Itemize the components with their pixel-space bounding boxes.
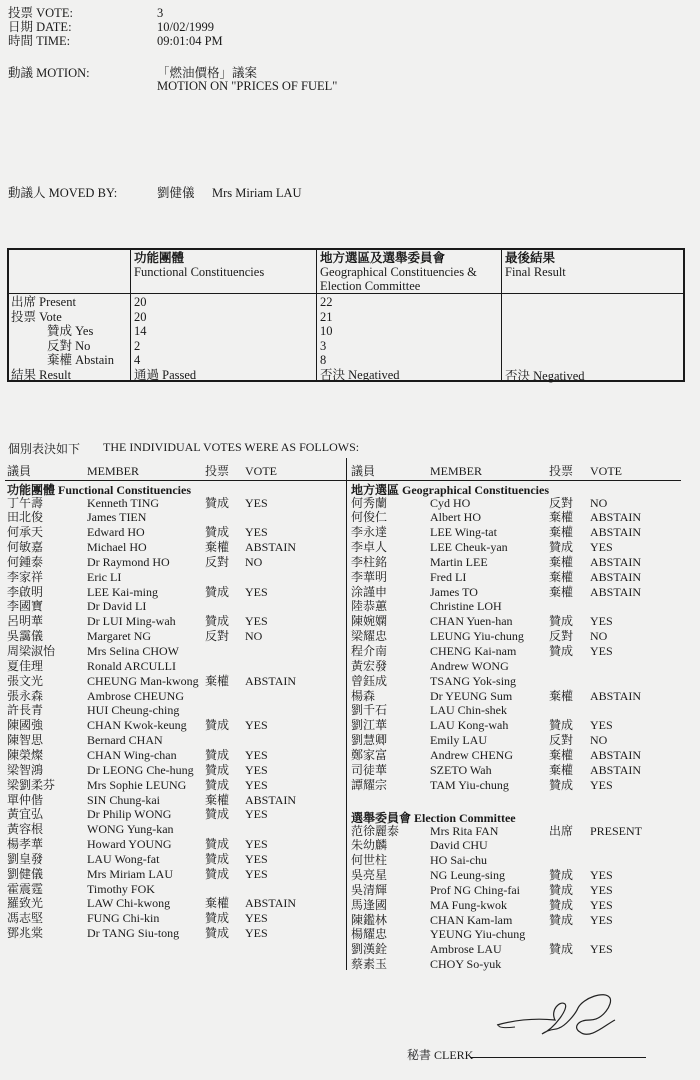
- member-name-en: Ronald ARCULLI: [87, 658, 176, 673]
- member-name-zh: 劉江華: [351, 718, 388, 733]
- vote-zh-header: 投票: [205, 464, 230, 478]
- functional-abstain: 4: [134, 353, 141, 367]
- table-row: [0, 689, 700, 704]
- date-label: 日期 DATE:: [8, 20, 72, 34]
- vote-en: YES: [590, 868, 613, 883]
- member-name-zh: 何世柱: [351, 853, 388, 868]
- table-row: [0, 838, 700, 853]
- member-name-en: Dr David LI: [87, 599, 147, 614]
- member-name-en: Dr Raymond HO: [87, 554, 170, 569]
- table-row: [0, 674, 700, 689]
- vote-en-header: VOTE: [590, 464, 622, 478]
- vote-en: ABSTAIN: [590, 747, 642, 762]
- member-name-zh: 陳榮燦: [7, 747, 44, 762]
- geographical-section-title: 地方選區 Geographical Constituencies: [351, 483, 549, 497]
- header-divider: [9, 293, 683, 294]
- member-name-zh: 劉慧卿: [351, 733, 388, 748]
- member-name-zh: 何鍾泰: [7, 554, 44, 569]
- time-value: 09:01:04 PM: [157, 34, 223, 48]
- member-name-en: CHAN Wing-chan: [87, 747, 177, 762]
- row-label-present: 出席 Present: [11, 295, 76, 309]
- functional-result: 通過 Passed: [134, 367, 197, 382]
- member-name-zh: 程介南: [351, 644, 388, 658]
- vote-zh: 棄權: [205, 792, 230, 807]
- vote-zh: 贊成: [205, 747, 230, 762]
- member-name-en: LEUNG Yiu-chung: [430, 629, 524, 644]
- member-name-zh: 鄭家富: [351, 747, 388, 762]
- member-name-en: SZETO Wah: [430, 762, 492, 777]
- vote-en: ABSTAIN: [590, 554, 642, 569]
- member-name-zh: 陳鑑林: [351, 912, 388, 927]
- vote-en: YES: [245, 718, 268, 733]
- member-name-zh: 馮志堅: [7, 911, 44, 926]
- geographical-result: 否決 Negatived: [320, 367, 400, 382]
- vote-en: YES: [245, 762, 268, 777]
- vote-zh: 反對: [549, 733, 574, 748]
- vote-zh: 贊成: [549, 540, 574, 555]
- vote-en: YES: [590, 540, 613, 555]
- member-name-zh: 陸恭蕙: [351, 599, 388, 614]
- member-name-en: LEE Cheuk-yan: [430, 540, 508, 555]
- vote-zh: 贊成: [205, 718, 230, 733]
- vote-en: YES: [590, 644, 613, 658]
- vote-en: ABSTAIN: [245, 673, 297, 688]
- member-name-zh: 蔡素玉: [351, 957, 388, 972]
- vote-zh: 贊成: [549, 912, 574, 927]
- member-name-zh: 朱幼麟: [351, 838, 388, 853]
- vote-zh: 反對: [549, 629, 574, 644]
- member-name-zh: 劉皇發: [7, 851, 44, 866]
- vote-zh: 贊成: [205, 866, 230, 881]
- member-name-en: Martin LEE: [430, 554, 488, 569]
- vote-column-headers-right: [0, 464, 700, 479]
- vote-en: ABSTAIN: [590, 510, 642, 525]
- table-row: [0, 853, 700, 868]
- vote-zh: 贊成: [549, 942, 574, 957]
- vote-zh: 贊成: [205, 926, 230, 941]
- table-row: [0, 496, 700, 511]
- member-name-en: CHOY So-yuk: [430, 957, 502, 972]
- vote-zh: 贊成: [549, 777, 574, 792]
- table-row: [0, 629, 700, 644]
- member-name-en: Dr TANG Siu-tong: [87, 926, 180, 941]
- member-name-zh: 鄧兆棠: [7, 926, 44, 941]
- vote-en: NO: [590, 733, 608, 748]
- election-section-title: 選舉委員會 Election Committee: [351, 811, 516, 825]
- row-label-vote: 投票 Vote: [11, 309, 62, 324]
- vote-zh: 反對: [549, 495, 574, 510]
- member-name-en: HUI Cheung-ching: [87, 703, 180, 718]
- table-row: [0, 659, 700, 674]
- vote-en: YES: [590, 777, 613, 792]
- member-name-en: Margaret NG: [87, 629, 152, 644]
- member-zh-header: 議員: [351, 464, 376, 478]
- column-divider: [130, 250, 131, 380]
- vote-zh: 贊成: [205, 584, 230, 599]
- vote-zh-header: 投票: [549, 464, 574, 478]
- vote-zh: 棄權: [549, 747, 574, 762]
- vote-zh: 贊成: [205, 614, 230, 629]
- vote-zh: 棄權: [205, 673, 230, 688]
- clerk-signature: [495, 990, 635, 1042]
- vote-en: PRESENT: [590, 823, 643, 838]
- final-result: 否決 Negatived: [505, 368, 585, 383]
- member-name-zh: 黃宜弘: [7, 807, 44, 822]
- member-name-zh: 張永森: [7, 688, 44, 703]
- signature-line: [470, 1057, 646, 1058]
- table-row: [0, 824, 700, 839]
- column-divider: [501, 250, 502, 380]
- member-name-zh: 周梁淑怡: [7, 644, 56, 658]
- member-name-en: Ambrose CHEUNG: [87, 688, 184, 703]
- vote-zh: 反對: [205, 629, 230, 644]
- member-name-zh: 李啟明: [7, 584, 44, 599]
- table-row: [0, 913, 700, 928]
- individual-votes-intro-zh: 個別表決如下: [8, 442, 81, 456]
- vote-zh: 贊成: [549, 718, 574, 733]
- table-row: [0, 778, 700, 793]
- final-result-header: 最後結果 Final Result: [505, 251, 566, 279]
- member-name-zh: 李永達: [351, 525, 388, 540]
- member-name-en: CHAN Kam-lam: [430, 912, 513, 927]
- member-name-zh: 許長青: [7, 703, 44, 718]
- time-label: 時間 TIME:: [8, 34, 71, 48]
- member-name-zh: 涂謹申: [351, 584, 388, 599]
- vote-en: YES: [245, 911, 268, 926]
- table-row: [0, 555, 700, 570]
- table-row: [0, 570, 700, 585]
- mover-name-zh: 劉健儀: [157, 186, 195, 200]
- vote-zh: 贊成: [205, 851, 230, 866]
- member-name-zh: 劉千石: [351, 703, 388, 718]
- member-name-en: CHAN Kwok-keung: [87, 718, 187, 733]
- vote-en-header: VOTE: [245, 464, 277, 478]
- vote-zh: 贊成: [549, 614, 574, 629]
- vote-en: ABSTAIN: [245, 896, 297, 911]
- member-name-en: FUNG Chi-kin: [87, 911, 160, 926]
- member-name-en: TSANG Yok-sing: [430, 673, 517, 688]
- member-name-en: CHENG Kai-nam: [430, 644, 517, 658]
- member-name-en: Fred LI: [430, 569, 467, 584]
- member-name-zh: 楊耀忠: [351, 927, 388, 942]
- vote-zh: 棄權: [549, 762, 574, 777]
- vote-en: YES: [590, 942, 613, 957]
- vote-en: YES: [245, 866, 268, 881]
- member-name-zh: 梁劉柔芬: [7, 777, 56, 792]
- table-row: [0, 793, 700, 808]
- row-label-result: 結果 Result: [11, 367, 72, 382]
- member-name-zh: 陳婉嫻: [351, 614, 388, 629]
- member-name-zh: 吳亮星: [351, 868, 388, 883]
- member-name-zh: 何敏嘉: [7, 540, 44, 555]
- member-name-zh: 李柱銘: [351, 554, 388, 569]
- member-name-en: LEE Wing-tat: [430, 525, 497, 540]
- member-name-en: LEE Kai-ming: [87, 584, 158, 599]
- geographical-abstain: 8: [320, 353, 327, 367]
- member-name-en: Andrew CHENG: [430, 747, 513, 762]
- vote-en: ABSTAIN: [590, 525, 642, 540]
- member-name-en: Emily LAU: [430, 733, 487, 748]
- vote-zh: 贊成: [205, 495, 230, 510]
- vote-en: YES: [245, 495, 268, 510]
- vote-zh: 贊成: [549, 644, 574, 658]
- vote-zh: 贊成: [205, 762, 230, 777]
- member-name-en: TAM Yiu-chung: [430, 777, 509, 792]
- table-row: [0, 763, 700, 778]
- member-name-zh: 吳靄儀: [7, 629, 44, 644]
- date-value: 10/02/1999: [157, 20, 214, 34]
- vote-number: 3: [157, 6, 164, 20]
- member-name-en: Ambrose LAU: [430, 942, 502, 957]
- vote-zh: 贊成: [549, 868, 574, 883]
- row-label-abstain: 棄權 Abstain: [47, 353, 115, 367]
- member-name-en: Eric LI: [87, 569, 122, 584]
- functional-yes: 14: [134, 324, 147, 338]
- geographical-header: 地方選區及選舉委員會 Geographical Constituencies & Election Committee: [320, 251, 477, 293]
- member-name-zh: 譚耀宗: [351, 777, 388, 792]
- vote-en: NO: [245, 629, 263, 644]
- member-name-en: Mrs Rita FAN: [430, 823, 499, 838]
- vote-en: NO: [590, 495, 608, 510]
- member-name-zh: 夏佳理: [7, 658, 44, 673]
- clerk-label: 秘書 CLERK: [407, 1048, 474, 1062]
- vote-en: YES: [590, 897, 613, 912]
- table-row: [0, 703, 700, 718]
- member-name-zh: 單仲偕: [7, 792, 44, 807]
- member-name-en: LAW Chi-kwong: [87, 896, 171, 911]
- functional-vote: 20: [134, 309, 147, 324]
- member-name-en: Christine LOH: [430, 599, 502, 614]
- table-row: [0, 733, 700, 748]
- vote-zh: 棄權: [205, 896, 230, 911]
- vote-en: NO: [590, 629, 608, 644]
- vote-zh: 贊成: [205, 777, 230, 792]
- member-name-en: NG Leung-sing: [430, 868, 505, 883]
- member-name-zh: 何俊仁: [351, 510, 388, 525]
- vote-en: ABSTAIN: [590, 569, 642, 584]
- member-name-en: Andrew WONG: [430, 658, 509, 673]
- functional-header: 功能團體 Functional Constituencies: [134, 251, 265, 279]
- table-row: [0, 748, 700, 763]
- vote-en: YES: [245, 807, 268, 822]
- member-name-en: Albert HO: [430, 510, 481, 525]
- individual-votes-intro-en: THE INDIVIDUAL VOTES WERE AS FOLLOWS:: [103, 440, 360, 454]
- vote-en: YES: [590, 912, 613, 927]
- member-name-zh: 黃容根: [7, 822, 44, 837]
- member-name-en: James TO: [430, 584, 478, 599]
- table-row: [0, 614, 700, 629]
- member-name-zh: 羅致光: [7, 896, 44, 911]
- functional-present: 20: [134, 295, 147, 309]
- table-row: [0, 599, 700, 614]
- member-name-en: David CHU: [430, 838, 488, 853]
- vote-en: YES: [245, 614, 268, 629]
- vote-zh: 反對: [205, 554, 230, 569]
- vote-label: 投票 VOTE:: [8, 6, 73, 20]
- vote-zh: 棄權: [549, 510, 574, 525]
- member-name-en: Dr YEUNG Sum: [430, 688, 513, 703]
- member-name-zh: 何承天: [7, 525, 44, 540]
- vote-en: ABSTAIN: [590, 584, 642, 599]
- vote-zh: 棄權: [549, 688, 574, 703]
- table-row: [0, 510, 700, 525]
- member-name-zh: 李家祥: [7, 569, 44, 584]
- vote-en: YES: [245, 926, 268, 941]
- vote-zh: 棄權: [549, 525, 574, 540]
- member-name-en: Dr LUI Ming-wah: [87, 614, 176, 629]
- vote-zh: 棄權: [549, 554, 574, 569]
- moved-by-label: 動議人 MOVED BY:: [8, 186, 118, 200]
- table-row: [0, 942, 700, 957]
- vote-zh: 棄權: [549, 569, 574, 584]
- functional-no: 2: [134, 338, 141, 353]
- motion-title-zh: 「燃油價格」議案: [157, 66, 258, 80]
- vote-zh: 棄權: [549, 584, 574, 599]
- member-name-en: LAU Chin-shek: [430, 703, 507, 718]
- member-name-en: Mrs Selina CHOW: [87, 644, 179, 658]
- table-row: [0, 644, 700, 659]
- member-name-zh: 陳智思: [7, 733, 44, 748]
- table-row: [0, 957, 700, 972]
- vote-zh: 贊成: [205, 525, 230, 540]
- member-name-en: Michael HO: [87, 540, 147, 555]
- motion-label: 動議 MOTION:: [8, 66, 90, 80]
- vote-en: NO: [245, 554, 263, 569]
- mover-name-en: Mrs Miriam LAU: [212, 186, 302, 200]
- vote-en: ABSTAIN: [590, 688, 642, 703]
- member-name-en: HO Sai-chu: [430, 853, 487, 868]
- member-name-zh: 梁耀忠: [351, 629, 388, 644]
- table-row: [0, 585, 700, 600]
- table-row: [0, 540, 700, 555]
- vote-en: YES: [590, 614, 613, 629]
- geographical-yes: 10: [320, 324, 333, 338]
- member-name-en: Dr LEONG Che-hung: [87, 762, 194, 777]
- vote-en: YES: [245, 525, 268, 540]
- member-name-zh: 呂明華: [7, 614, 44, 629]
- member-name-en: SIN Chung-kai: [87, 792, 160, 807]
- member-name-zh: 陳國強: [7, 718, 44, 733]
- vote-zh: 贊成: [549, 897, 574, 912]
- member-name-zh: 李華明: [351, 569, 388, 584]
- vote-zh: 出席: [549, 823, 574, 838]
- vote-zh: 贊成: [549, 882, 574, 897]
- vote-en: YES: [590, 718, 613, 733]
- member-name-en: Timothy FOK: [87, 881, 155, 896]
- member-name-zh: 曾鈺成: [351, 673, 388, 688]
- vote-zh: 贊成: [205, 837, 230, 852]
- member-name-zh: 黃宏發: [351, 658, 388, 673]
- table-row: [0, 883, 700, 898]
- member-name-en: James TIEN: [87, 510, 147, 525]
- member-name-en: WONG Yung-kan: [87, 822, 174, 837]
- vote-en: ABSTAIN: [590, 762, 642, 777]
- member-name-en: LAU Kong-wah: [430, 718, 509, 733]
- vote-zh: 棄權: [205, 540, 230, 555]
- member-name-zh: 張文光: [7, 673, 44, 688]
- summary-table: [7, 248, 685, 382]
- table-row: [0, 718, 700, 733]
- member-name-zh: 梁智鴻: [7, 762, 44, 777]
- member-zh-header: 議員: [7, 464, 32, 478]
- table-row: [0, 927, 700, 942]
- geographical-no: 3: [320, 338, 327, 353]
- table-row: [0, 807, 700, 822]
- vote-en: ABSTAIN: [245, 792, 297, 807]
- vote-en: YES: [590, 882, 613, 897]
- vote-en: YES: [245, 747, 268, 762]
- member-name-en: Howard YOUNG: [87, 837, 172, 852]
- vote-zh: 贊成: [205, 807, 230, 822]
- member-name-en: LAU Wong-fat: [87, 851, 160, 866]
- row-label-no: 反對 No: [47, 338, 91, 353]
- geographical-vote: 21: [320, 309, 333, 324]
- motion-title-en: MOTION ON "PRICES OF FUEL": [157, 79, 338, 93]
- member-name-zh: 楊孝華: [7, 837, 44, 852]
- member-name-en: MA Fung-kwok: [430, 897, 508, 912]
- member-name-zh: 楊森: [351, 688, 376, 703]
- member-name-zh: 霍震霆: [7, 881, 44, 896]
- member-name-en: YEUNG Yiu-chung: [430, 927, 526, 942]
- member-name-zh: 范徐麗泰: [351, 823, 400, 838]
- member-en-header: MEMBER: [430, 464, 483, 478]
- vote-en: ABSTAIN: [245, 540, 297, 555]
- functional-section-title: 功能團體 Functional Constituencies: [7, 483, 192, 497]
- row-label-yes: 贊成 Yes: [47, 324, 94, 338]
- member-name-en: Dr Philip WONG: [87, 807, 172, 822]
- vote-en: YES: [245, 777, 268, 792]
- member-name-en: Mrs Miriam LAU: [87, 866, 173, 881]
- member-name-zh: 李卓人: [351, 540, 388, 555]
- vote-en: YES: [245, 584, 268, 599]
- table-row: [0, 525, 700, 540]
- member-name-zh: 何秀蘭: [351, 495, 388, 510]
- member-name-en: CHEUNG Man-kwong: [87, 673, 199, 688]
- member-name-zh: 司徒華: [351, 762, 388, 777]
- member-en-header: MEMBER: [87, 464, 140, 478]
- table-row: [0, 868, 700, 883]
- member-name-zh: 馬逢國: [351, 897, 388, 912]
- vote-en: YES: [245, 851, 268, 866]
- member-name-zh: 吳清輝: [351, 882, 388, 897]
- vote-en: YES: [245, 837, 268, 852]
- member-name-en: Kenneth TING: [87, 495, 160, 510]
- member-name-zh: 丁午壽: [7, 495, 44, 510]
- member-name-en: Bernard CHAN: [87, 733, 163, 748]
- member-name-en: CHAN Yuen-han: [430, 614, 513, 629]
- table-row: [0, 898, 700, 913]
- vote-zh: 贊成: [205, 911, 230, 926]
- geographical-present: 22: [320, 295, 333, 309]
- member-name-zh: 田北俊: [7, 510, 44, 525]
- member-name-en: Mrs Sophie LEUNG: [87, 777, 187, 792]
- member-name-zh: 劉漢銓: [351, 942, 388, 957]
- column-divider: [316, 250, 317, 380]
- member-name-en: Edward HO: [87, 525, 145, 540]
- member-name-en: Cyd HO: [430, 495, 471, 510]
- member-name-zh: 劉健儀: [7, 866, 44, 881]
- member-name-zh: 李國寶: [7, 599, 44, 614]
- member-name-en: Prof NG Ching-fai: [430, 882, 520, 897]
